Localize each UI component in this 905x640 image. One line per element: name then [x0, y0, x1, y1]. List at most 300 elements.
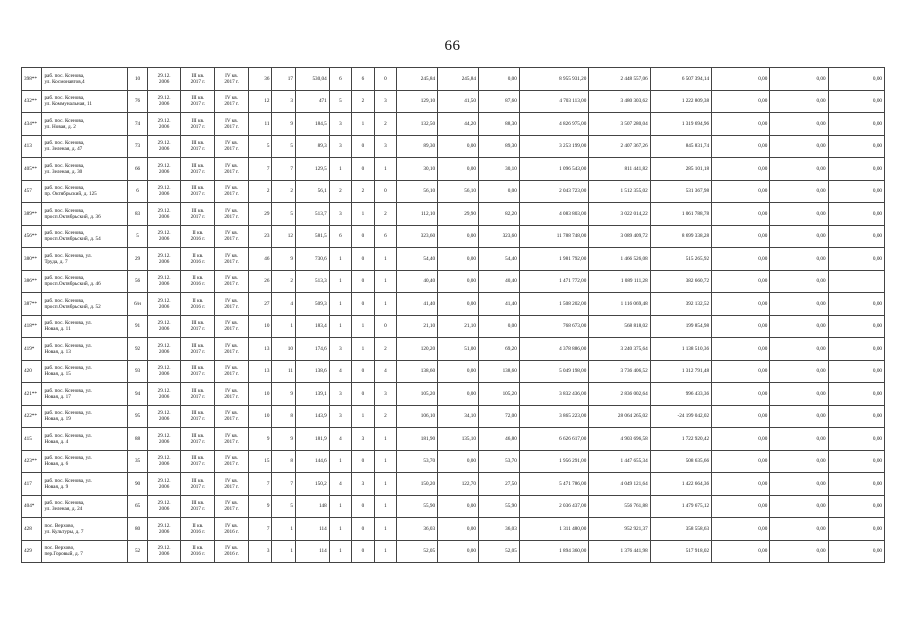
cell-plan — [181, 68, 215, 91]
cell-c1: 12 — [248, 90, 272, 113]
cell-line: II кв. — [192, 275, 204, 282]
cell-line: 2017 г. — [224, 461, 239, 468]
cell-c3: 1 — [329, 315, 351, 338]
cell-line: 29.12. — [157, 275, 171, 282]
cell-c4: 0 — [352, 158, 374, 181]
cell-m2: 3 507 280,04 — [589, 113, 650, 136]
cell-c4: 0 — [352, 540, 374, 563]
cell-a3: 27,50 — [478, 473, 519, 496]
cell-fact — [215, 540, 249, 563]
cell-area: 730,6 — [295, 248, 329, 271]
cell-m1: 5 471 786,00 — [519, 473, 589, 496]
cell-line: 2006 — [158, 483, 170, 490]
cell-line: раб. пос. Ксенова, ул. — [44, 477, 92, 484]
cell-c3: 1 — [329, 540, 351, 563]
cell-date — [147, 293, 181, 316]
cell-line: 2017 г. — [224, 326, 239, 333]
cell-n1: 74 — [128, 113, 147, 136]
cell-m1: 768 673,00 — [519, 315, 589, 338]
cell-line: 29.12. — [157, 410, 171, 417]
cell-m1: 3 865 223,00 — [519, 405, 589, 428]
cell-fact — [215, 90, 249, 113]
cell-id: 428 — [22, 518, 42, 541]
cell-c2: 9 — [272, 248, 296, 271]
cell-a2: 0,00 — [438, 158, 479, 181]
cell-date — [147, 383, 181, 406]
cell-a1: 138,60 — [397, 360, 438, 383]
cell-a2: 0,00 — [438, 518, 479, 541]
cell-line: 418 — [24, 323, 32, 330]
cell-line: III кв. — [191, 95, 205, 102]
cell-fact — [215, 270, 249, 293]
cell-line: 29.12. — [157, 230, 171, 237]
cell-c3: 3 — [329, 405, 351, 428]
cell-line: 2006 — [158, 303, 170, 310]
cell-plan — [181, 158, 215, 181]
cell-n1: 90 — [128, 473, 147, 496]
cell-plan — [181, 405, 215, 428]
cell-line: IV кв. — [225, 410, 239, 417]
cell-z3: 0,00 — [828, 113, 884, 136]
cell-id: 415 — [22, 428, 42, 451]
cell-a1: 181,90 — [397, 428, 438, 451]
cell-c4: 0 — [352, 383, 374, 406]
cell-line: 405 — [24, 165, 32, 172]
table-row — [22, 135, 885, 158]
cell-c2: 5 — [272, 495, 296, 518]
cell-z3: 0,00 — [828, 383, 884, 406]
cell-id — [22, 450, 42, 473]
table-row — [22, 405, 885, 428]
cell-z1: 0,00 — [712, 158, 770, 181]
cell-a2: 135,10 — [438, 428, 479, 451]
cell-m3: 845 831,74 — [650, 135, 711, 158]
cell-line: 2017 г. — [224, 123, 239, 130]
cell-c2: 2 — [272, 270, 296, 293]
cell-line: IV кв. — [225, 387, 239, 394]
cell-line: ** — [31, 323, 37, 330]
cell-id: 417 — [22, 473, 42, 496]
cell-plan — [181, 473, 215, 496]
cell-line: раб. пос. Ксенова, — [44, 297, 85, 304]
cell-n1: 5 — [128, 225, 147, 248]
cell-c5: 3 — [374, 90, 396, 113]
table-row — [22, 338, 885, 361]
cell-a3: 53,70 — [478, 450, 519, 473]
cell-c2: 11 — [272, 360, 296, 383]
cell-line: 421 — [24, 390, 32, 397]
cell-line: пос. Верхово, — [44, 545, 75, 552]
cell-area: 139,1 — [295, 383, 329, 406]
cell-line: 2006 — [158, 506, 170, 513]
cell-fact — [215, 405, 249, 428]
cell-m2: 3 089 409,72 — [589, 225, 650, 248]
cell-line: раб. пос. Ксенова, — [44, 162, 85, 169]
cell-line: ** — [31, 300, 37, 307]
cell-c1: 10 — [248, 383, 272, 406]
cell-n1: 80 — [128, 518, 147, 541]
cell-line: 2017 г. — [224, 213, 239, 220]
cell-line: ул. Новая, д. 2 — [44, 123, 76, 130]
cell-m1: 1 981 792,00 — [519, 248, 589, 271]
cell-c5: 1 — [374, 473, 396, 496]
cell-c4: 2 — [352, 90, 374, 113]
cell-date — [147, 135, 181, 158]
cell-line: 29.12. — [157, 185, 171, 192]
cell-c5: 4 — [374, 360, 396, 383]
cell-line: 2006 — [158, 78, 170, 85]
cell-line: IV кв. — [225, 95, 239, 102]
cell-c3: 1 — [329, 158, 351, 181]
cell-fact — [215, 428, 249, 451]
cell-line: ** — [31, 413, 37, 420]
table-row — [22, 428, 885, 451]
cell-n1: 52 — [128, 540, 147, 563]
cell-line: Новая, д. 13 — [44, 348, 71, 355]
cell-area: 143,9 — [295, 405, 329, 428]
table-row — [22, 383, 885, 406]
cell-a3: 0,00 — [478, 180, 519, 203]
cell-addr — [42, 428, 128, 451]
cell-line: 2017 г. — [224, 236, 239, 243]
cell-c3: 3 — [329, 338, 351, 361]
cell-line: раб. пос. Ксенова, — [44, 185, 85, 192]
cell-line: IV кв. — [225, 320, 239, 327]
cell-line: 2016 г. — [190, 551, 206, 558]
cell-a1: 150,20 — [397, 473, 438, 496]
cell-line: 2016 г. — [224, 528, 239, 535]
cell-z2: 0,00 — [770, 428, 828, 451]
page-number: 66 — [444, 38, 461, 54]
cell-line: 2016 г. — [190, 528, 206, 535]
cell-a2: 122,70 — [438, 473, 479, 496]
cell-m3: 358 558,63 — [650, 518, 711, 541]
cell-m1: 8 955 931,20 — [519, 68, 589, 91]
cell-c2: 7 — [272, 473, 296, 496]
cell-line: 2006 — [158, 371, 170, 378]
cell-a3: 46,80 — [478, 428, 519, 451]
cell-c1: 29 — [248, 203, 272, 226]
cell-m2: 3 022 014,22 — [589, 203, 650, 226]
cell-z1: 0,00 — [712, 540, 770, 563]
cell-m2: 1 466 526,08 — [589, 248, 650, 271]
cell-addr — [42, 90, 128, 113]
cell-line: III кв. — [191, 72, 205, 79]
cell-z2: 0,00 — [770, 518, 828, 541]
cell-line: 29.12. — [157, 117, 171, 124]
cell-line: 2006 — [158, 438, 170, 445]
cell-a3: 0,00 — [478, 68, 519, 91]
cell-z1: 0,00 — [712, 360, 770, 383]
cell-line: 29.12. — [157, 252, 171, 259]
cell-line: III кв. — [191, 477, 205, 484]
cell-a1: 129,10 — [397, 90, 438, 113]
cell-area: 581,5 — [295, 225, 329, 248]
cell-line: 2017 г. — [190, 78, 206, 85]
cell-line: просп.Октябрьский, д. 46 — [44, 281, 101, 288]
cell-area: 513,3 — [295, 270, 329, 293]
cell-area: 114 — [295, 518, 329, 541]
cell-date — [147, 270, 181, 293]
cell-line: III кв. — [191, 432, 205, 439]
cell-c4: 0 — [352, 293, 374, 316]
cell-area: 471 — [295, 90, 329, 113]
cell-c2: 1 — [272, 518, 296, 541]
cell-z2: 0,00 — [770, 248, 828, 271]
cell-c3: 3 — [329, 135, 351, 158]
cell-c4: 1 — [352, 405, 374, 428]
cell-line: 2006 — [158, 393, 170, 400]
table-row — [22, 518, 885, 541]
cell-m3: 1 138 510,36 — [650, 338, 711, 361]
cell-m2: 1 512 355,02 — [589, 180, 650, 203]
cell-line: 2006 — [158, 123, 170, 130]
cell-a2: 0,00 — [438, 450, 479, 473]
cell-area: 148 — [295, 495, 329, 518]
cell-fact — [215, 518, 249, 541]
cell-line: просп.Октябрьский, д. 54 — [44, 236, 101, 243]
cell-m1: 4 378 886,00 — [519, 338, 589, 361]
cell-m2: 556 761,88 — [589, 495, 650, 518]
cell-area: 56,1 — [295, 180, 329, 203]
cell-id — [22, 203, 42, 226]
cell-c4: 6 — [352, 68, 374, 91]
cell-line: 2017 г. — [224, 258, 239, 265]
cell-m3: 508 635,66 — [650, 450, 711, 473]
cell-addr — [42, 495, 128, 518]
cell-z3: 0,00 — [828, 203, 884, 226]
cell-c2: 7 — [272, 158, 296, 181]
cell-plan — [181, 270, 215, 293]
cell-c5: 1 — [374, 293, 396, 316]
cell-n1: 94 — [128, 383, 147, 406]
cell-fact — [215, 135, 249, 158]
cell-a1: 120,20 — [397, 338, 438, 361]
cell-c3: 6 — [329, 225, 351, 248]
cell-line: ул. Коммунальная, 11 — [44, 101, 92, 108]
cell-addr — [42, 225, 128, 248]
cell-c5: 1 — [374, 518, 396, 541]
cell-c4: 0 — [352, 248, 374, 271]
cell-area: 129,5 — [295, 158, 329, 181]
cell-z2: 0,00 — [770, 135, 828, 158]
cell-line: 2017 г. — [190, 416, 206, 423]
cell-m1: 1 311 480,00 — [519, 518, 589, 541]
cell-a1: 132,50 — [397, 113, 438, 136]
cell-addr — [42, 405, 128, 428]
cell-line: 422 — [24, 413, 32, 420]
cell-a3: 0,00 — [478, 315, 519, 338]
cell-z1: 0,00 — [712, 315, 770, 338]
cell-addr — [42, 113, 128, 136]
cell-z2: 0,00 — [770, 158, 828, 181]
cell-z2: 0,00 — [770, 180, 828, 203]
cell-z2: 0,00 — [770, 338, 828, 361]
cell-id — [22, 158, 42, 181]
cell-line: IV кв. — [225, 297, 239, 304]
cell-line: 2016 г. — [190, 303, 206, 310]
cell-fact — [215, 68, 249, 91]
cell-line: 2006 — [158, 416, 170, 423]
cell-line: 398 — [24, 75, 32, 82]
cell-a3: 88,30 — [478, 113, 519, 136]
cell-z3: 0,00 — [828, 495, 884, 518]
cell-a3: 72,00 — [478, 405, 519, 428]
cell-id: 457 — [22, 180, 42, 203]
cell-area: 89,3 — [295, 135, 329, 158]
cell-line: 2006 — [158, 146, 170, 153]
cell-c4: 3 — [352, 473, 374, 496]
cell-date — [147, 225, 181, 248]
cell-date — [147, 180, 181, 203]
cell-plan — [181, 495, 215, 518]
cell-line: Новая, д. 15 — [44, 371, 71, 378]
cell-line: 2017 г. — [190, 348, 206, 355]
cell-a3: 82,20 — [478, 203, 519, 226]
cell-addr — [42, 383, 128, 406]
cell-c2: 8 — [272, 450, 296, 473]
cell-addr — [42, 158, 128, 181]
cell-line: 423 — [24, 458, 32, 465]
cell-c5: 1 — [374, 540, 396, 563]
cell-c1: 13 — [248, 338, 272, 361]
cell-n1: 93 — [128, 360, 147, 383]
cell-a2: 0,00 — [438, 270, 479, 293]
cell-date — [147, 360, 181, 383]
cell-line: ул. Зеленая, д. 30 — [44, 168, 83, 175]
cell-line: Новая, д. 4 — [44, 438, 69, 445]
cell-line: 2017 г. — [190, 393, 206, 400]
cell-line: 29.12. — [157, 342, 171, 349]
cell-line: 2017 г. — [190, 101, 206, 108]
table-row — [22, 203, 885, 226]
cell-z1: 0,00 — [712, 68, 770, 91]
cell-line: IV кв. — [225, 522, 239, 529]
cell-line: 2017 г. — [224, 483, 239, 490]
cell-line: 2017 г. — [190, 123, 206, 130]
cell-line: IV кв. — [225, 477, 239, 484]
cell-a2: 0,00 — [438, 225, 479, 248]
cell-line: III кв. — [191, 342, 205, 349]
cell-z2: 0,00 — [770, 450, 828, 473]
cell-z3: 0,00 — [828, 293, 884, 316]
table-row — [22, 450, 885, 473]
cell-a2: 0,00 — [438, 135, 479, 158]
cell-c4: 0 — [352, 450, 374, 473]
cell-c1: 7 — [248, 158, 272, 181]
cell-line: раб. пос. Ксенова, — [44, 140, 85, 147]
cell-n1: 91 — [128, 315, 147, 338]
cell-m2: 28 064 265,02 — [589, 405, 650, 428]
cell-id — [22, 225, 42, 248]
cell-line: ул. Космонавтов,4 — [44, 78, 85, 85]
cell-m3: 1 422 664,36 — [650, 473, 711, 496]
cell-line: раб. пос. Ксенова, — [44, 117, 85, 124]
cell-m2: 4 049 121,64 — [589, 473, 650, 496]
cell-c1: 11 — [248, 113, 272, 136]
cell-line: ** — [31, 390, 37, 397]
cell-c1: 15 — [248, 450, 272, 473]
cell-line: IV кв. — [225, 72, 239, 79]
cell-fact — [215, 113, 249, 136]
cell-c3: 1 — [329, 495, 351, 518]
cell-z3: 0,00 — [828, 158, 884, 181]
cell-line: 29.12. — [157, 432, 171, 439]
cell-line: раб. пос. Ксенова, — [44, 275, 85, 282]
cell-fact — [215, 315, 249, 338]
cell-plan — [181, 360, 215, 383]
cell-z2: 0,00 — [770, 315, 828, 338]
cell-c4: 0 — [352, 270, 374, 293]
cell-a2: 56,10 — [438, 180, 479, 203]
cell-a3: 138,60 — [478, 360, 519, 383]
cell-m1: 3 253 199,00 — [519, 135, 589, 158]
cell-c1: 10 — [248, 315, 272, 338]
cell-m3: 1 312 791,48 — [650, 360, 711, 383]
cell-c3: 2 — [329, 180, 351, 203]
cell-m2: 952 921,37 — [589, 518, 650, 541]
cell-z1: 0,00 — [712, 473, 770, 496]
cell-a2: 0,00 — [438, 383, 479, 406]
cell-addr — [42, 338, 128, 361]
cell-line: 2016 г. — [190, 236, 206, 243]
table-row — [22, 180, 885, 203]
cell-c4: 2 — [352, 180, 374, 203]
cell-c2: 8 — [272, 405, 296, 428]
cell-z1: 0,00 — [712, 135, 770, 158]
cell-c5: 1 — [374, 428, 396, 451]
cell-c2: 17 — [272, 68, 296, 91]
cell-area: 181,9 — [295, 428, 329, 451]
cell-plan — [181, 540, 215, 563]
cell-plan — [181, 135, 215, 158]
cell-line: Труда, д. 7 — [44, 258, 68, 265]
table-row — [22, 158, 885, 181]
cell-z1: 0,00 — [712, 203, 770, 226]
cell-c5: 2 — [374, 113, 396, 136]
cell-z3: 0,00 — [828, 540, 884, 563]
cell-line: 29.12. — [157, 545, 171, 552]
cell-c5: 2 — [374, 338, 396, 361]
cell-m3: 531 367,98 — [650, 180, 711, 203]
cell-a1: 105,20 — [397, 383, 438, 406]
cell-m1: 1 096 543,00 — [519, 158, 589, 181]
cell-line: II кв. — [192, 252, 204, 259]
cell-line: 2006 — [158, 213, 170, 220]
cell-line: 386 — [24, 278, 32, 285]
cell-a2: 0,00 — [438, 360, 479, 383]
cell-id — [22, 90, 42, 113]
cell-line: 2017 г. — [190, 191, 206, 198]
cell-c5: 2 — [374, 405, 396, 428]
cell-id — [22, 293, 42, 316]
cell-fact — [215, 338, 249, 361]
cell-fact — [215, 293, 249, 316]
cell-line: IV кв. — [225, 117, 239, 124]
cell-addr — [42, 518, 128, 541]
cell-line: 29.12. — [157, 140, 171, 147]
cell-a1: 245,84 — [397, 68, 438, 91]
cell-line: IV кв. — [225, 342, 239, 349]
cell-n1: 56 — [128, 270, 147, 293]
cell-line: 2017 г. — [190, 438, 206, 445]
cell-n1: 83 — [128, 203, 147, 226]
cell-line: 380 — [24, 255, 32, 262]
cell-a2: 51,00 — [438, 338, 479, 361]
cell-a3: 41,40 — [478, 293, 519, 316]
cell-m3: -24 199 042,02 — [650, 405, 711, 428]
cell-fact — [215, 248, 249, 271]
